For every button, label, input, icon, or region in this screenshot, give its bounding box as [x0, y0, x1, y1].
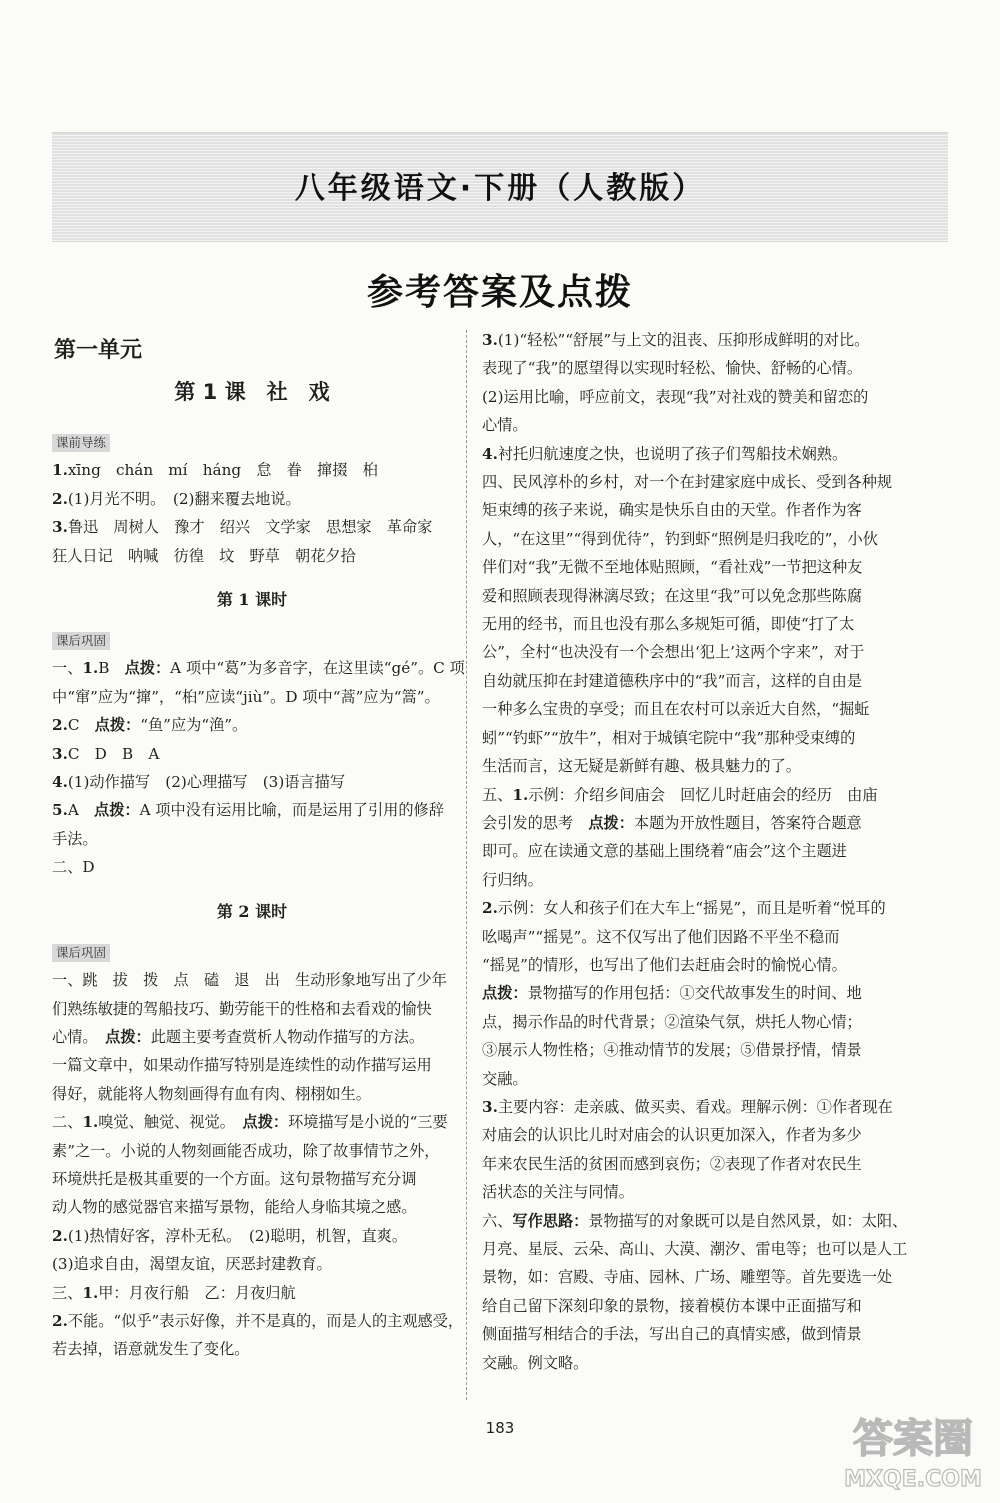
page-number: 183 [485, 1419, 515, 1437]
answer-line [482, 1292, 902, 1320]
answer-line [482, 383, 902, 411]
answer-line [482, 979, 902, 1007]
answer-line [482, 724, 902, 752]
answer-text: 得好，就能将人物刻画得有血有肉、栩栩如生。 [52, 1084, 371, 1103]
answer-line [482, 638, 902, 666]
answer-line [482, 894, 902, 922]
answer-line [52, 1250, 452, 1278]
answer-line [482, 1263, 902, 1291]
keyword: 点拨： [242, 1113, 289, 1132]
answer-line [482, 411, 902, 439]
answer-text: 示例：女人和孩子们在大车上“摇晃”，而且是听着“悦耳的 [497, 899, 886, 918]
right-column [482, 326, 908, 1377]
answer-line [482, 837, 902, 865]
item-number: 2. [52, 1226, 68, 1245]
answer-text: 衬托归航速度之快，也说明了孩子们驾船技术娴熟。 [497, 444, 848, 463]
answer-line [52, 768, 452, 796]
column-divider [466, 330, 467, 1400]
answer-text: 三、 [52, 1283, 83, 1302]
answer-text: 无用的经书，而且也没有那么多规矩可循，即使“打了太 [482, 615, 855, 634]
answer-line [482, 553, 902, 581]
item-number: 4. [482, 444, 498, 463]
answer-line [52, 513, 452, 541]
answer-text: 四、民风淳朴的乡村，对一个在封建家庭中成长、受到各种规 [482, 473, 893, 492]
lesson-heading: 第 1 课 社 戏 [174, 380, 330, 404]
answer-text: 鲁迅 周树人 豫才 绍兴 文学家 思想家 革命家 [67, 518, 433, 537]
answer-text: 甲：月夜行船 乙：月夜归航 [98, 1283, 296, 1302]
answer-text: 人，“在这里”“得到优待”，钓到虾“照例是归我吃的”，小伙 [482, 529, 878, 548]
section-tag: 课后巩固 [52, 632, 110, 650]
answer-text: 二、 [52, 1113, 83, 1132]
answer-text: 景物描写的作用包括：①交代故事发生的时间、地 [527, 984, 862, 1003]
item-number: 3. [52, 518, 68, 537]
answer-text: (1)动作描写 (2)心理描写 (3)语言描写 [67, 773, 346, 792]
answer-line [482, 695, 902, 723]
answer-text: A [67, 801, 95, 820]
answer-text: 心情。 [482, 416, 528, 435]
answer-text: 一、 [52, 659, 83, 678]
answer-line [52, 1165, 452, 1193]
answer-line [482, 781, 902, 809]
answer-line [482, 1008, 902, 1036]
answer-text: 一、跳 拔 拨 点 磕 退 出 生动形象地写出了少年 [52, 971, 447, 990]
answer-line [52, 1335, 452, 1363]
answer-line [482, 610, 902, 638]
answer-line [52, 1108, 452, 1136]
answer-text: 此题主要考查赏析人物动作描写的方法。 [150, 1027, 425, 1046]
answer-text: 素”之一。小说的人物刻画能否成功，除了故事情节之外， [52, 1141, 440, 1160]
answer-text: (1)月光不明。 (2)翻来覆去地说。 [67, 489, 301, 508]
item-number: 3. [482, 1097, 498, 1116]
answer-text: 五、 [482, 785, 513, 804]
item-number: 1. [82, 659, 99, 678]
item-number: 1. [82, 1283, 99, 1302]
answer-line [482, 1320, 902, 1348]
title-banner [52, 132, 948, 242]
answer-line [482, 1349, 902, 1377]
right-answers [482, 326, 908, 1377]
answer-line [52, 796, 452, 824]
answer-text: 生活而言，这无疑是新鲜有趣、极具魅力的了。 [482, 757, 801, 776]
book-title: 八年级语文·下册（人教版） [294, 171, 706, 206]
item-number: 3. [482, 331, 498, 349]
answer-line [482, 582, 902, 610]
keyword: 点拨： [94, 716, 141, 735]
answer-text: 若去掉，语意就发生了变化。 [52, 1340, 250, 1359]
answer-line [52, 711, 452, 739]
answer-text: 点，揭示作品的时代背景；②渲染气氛，烘托人物心情； [482, 1012, 862, 1031]
answer-text: 活状态的关注与同情。 [482, 1183, 634, 1202]
answer-line [482, 1207, 908, 1235]
answer-text: 中“窜”应为“撺”，“桕”应读“jiù”。D 项中“蒿”应为“篙”。 [52, 687, 440, 706]
item-number: 1. [52, 461, 68, 480]
answer-text: 矩束缚的孩子来说，确实是快乐自由的天堂。作者作为客 [482, 501, 862, 520]
watermark-url: MXQE.COM [844, 1467, 982, 1492]
answer-text: 嗅觉、触觉、视觉。 [98, 1113, 243, 1132]
answer-text: 表现了“我”的愿望得以实现时轻松、愉快、舒畅的心情。 [482, 359, 863, 378]
answer-line [482, 951, 902, 979]
answer-line [482, 1065, 902, 1093]
answer-text: 伴们对“我”无微不至地体贴照顾，“看社戏”一节把这种友 [482, 558, 863, 577]
session-heading: 第 1 课时 [216, 590, 288, 610]
answer-line [52, 1051, 452, 1079]
answer-line [52, 1023, 452, 1051]
section-tag: 课前导练 [52, 434, 110, 452]
answer-text: 即可。应在读通文意的基础上围绕着“庙会”这个主题进 [482, 842, 847, 861]
session2-answers [52, 966, 464, 1364]
answer-line [482, 440, 902, 468]
answer-text: 环境描写是小说的“三要 [288, 1113, 448, 1132]
answer-text: A 项中没有运用比喻，而是运用了引用的修辞 [139, 801, 444, 820]
answer-line [482, 1121, 902, 1149]
answer-line [482, 496, 902, 524]
answer-text: 交融。例文略。 [482, 1353, 589, 1372]
item-number: 1. [512, 785, 529, 804]
answer-text: 自幼就压抑在封建道德秩序中的“我”而言，这样的自由是 [482, 671, 863, 690]
item-number: 2. [52, 1311, 68, 1330]
answer-text: 一种多么宝贵的享受；而且在农村可以亲近大自然，“掘蚯 [482, 700, 870, 719]
answer-text: 吆喝声”“摇晃”。这不仅写出了他们因路不平坐不稳而 [482, 927, 840, 946]
answer-line [482, 752, 902, 780]
item-number: 2. [52, 716, 68, 735]
answer-line [482, 1093, 902, 1121]
answer-text: 环境烘托是极其重要的一个方面。这句景物描写充分调 [52, 1169, 417, 1188]
answer-line [52, 825, 452, 853]
pre-answers [52, 456, 452, 570]
answer-text: 景物，如：宫殿、寺庙、园林、广场、雕塑等。首先要选一处 [482, 1268, 893, 1287]
answer-line [52, 966, 452, 994]
answer-line [482, 1235, 908, 1263]
answer-line [52, 1193, 452, 1221]
keyword: 点拨： [588, 813, 634, 832]
answer-line [52, 1222, 452, 1250]
item-number: 1. [82, 1113, 99, 1132]
answer-line [52, 456, 452, 484]
section-tag: 课后巩固 [52, 944, 110, 962]
answer-line [482, 326, 902, 354]
answer-text: C [67, 716, 95, 735]
keyword: 点拨： [482, 984, 528, 1003]
answer-text: 们熟练敏捷的驾船技巧、勤劳能干的性格和去看戏的愉快 [52, 999, 432, 1018]
item-number: 2. [52, 489, 68, 508]
answer-line [52, 995, 452, 1023]
answer-text: 对庙会的认识比儿时对庙会的认识更加深入，作者为多少 [482, 1126, 862, 1145]
answer-text: 心情。 [52, 1027, 106, 1046]
left-column [52, 334, 465, 1364]
answer-text: 蚓”“钓虾”“放牛”，相对于城镇宅院中“我”那种受束缚的 [482, 728, 856, 747]
answer-text: 动人物的感觉器官来描写景物，能给人身临其境之感。 [52, 1198, 417, 1217]
answer-line [482, 923, 902, 951]
item-number: 5. [52, 801, 68, 820]
answer-line [52, 683, 452, 711]
keyword: 点拨： [124, 659, 171, 678]
answer-text: ③展示人物性格；④推动情节的发展；⑤借景抒情，情景 [482, 1041, 862, 1060]
answer-text: 月亮、星辰、云朵、高山、大漠、潮汐、雷电等；也可以是人工 [482, 1240, 908, 1258]
answer-text: 侧面描写相结合的手法，写出自己的真情实感，做到情景 [482, 1325, 862, 1344]
answer-line [52, 1307, 464, 1335]
answer-line [52, 853, 452, 881]
answer-line [52, 542, 452, 570]
answer-line [482, 1036, 902, 1064]
keyword: 点拨： [94, 801, 140, 820]
answer-line [482, 866, 902, 894]
answer-text: 交融。 [482, 1069, 528, 1088]
answer-text: xīng chán mí háng 怠 眷 撺掇 桕 [67, 461, 378, 480]
watermark-logo [838, 1402, 988, 1494]
answer-line [482, 354, 902, 382]
session1-answers [52, 654, 465, 881]
unit-heading: 第一单元 [54, 338, 143, 363]
answer-text: 会引发的思考 [482, 813, 589, 832]
answer-text: 六、 [482, 1211, 513, 1230]
answer-text: 给自己留下深刻印象的景物，接着模仿本课中正面描写和 [482, 1296, 862, 1315]
answer-text: 爱和照顾表现得淋漓尽致；在这里“我”可以免念那些陈腐 [482, 586, 863, 605]
answer-text: “鱼”应为“渔”。 [140, 716, 248, 735]
answer-line [52, 485, 452, 513]
answer-text: (3)追求自由，渴望友谊，厌恶封建教育。 [52, 1255, 332, 1274]
answer-text: 示例：介绍乡间庙会 回忆儿时赶庙会的经历 由庙 [528, 785, 878, 804]
answer-line [52, 1279, 452, 1307]
answer-text: (1)“轻松”“舒展”与上文的沮丧、压抑形成鲜明的对比。 [497, 331, 870, 349]
answer-text: 手法。 [52, 829, 98, 848]
answer-text: 年来农民生活的贫困而感到哀伤；②表现了作者对农民生 [482, 1154, 862, 1173]
answer-line [52, 740, 452, 768]
session-heading: 第 2 课时 [216, 901, 288, 921]
answer-text: 本题为开放性题目，答案符合题意 [633, 813, 862, 832]
watermark-text: 答案圈 [853, 1416, 973, 1462]
answer-line [482, 1178, 902, 1206]
answer-text: C D B A [67, 744, 160, 763]
answer-text: 主要内容：走亲戚、做买卖、看戏。理解示例：①作者现在 [497, 1097, 893, 1116]
answer-line [52, 1137, 452, 1165]
item-number: 2. [482, 899, 498, 918]
answer-text: 行归纳。 [482, 870, 543, 889]
answer-line [482, 525, 902, 553]
item-number: 4. [52, 773, 68, 792]
answer-line [52, 1080, 452, 1108]
answer-line [482, 667, 902, 695]
answer-text: 景物描写的对象既可以是自然风景，如：太阳、 [588, 1211, 908, 1230]
answer-text: B [98, 659, 125, 678]
keyword: 点拨： [105, 1027, 151, 1046]
answer-line [52, 654, 465, 682]
item-number: 3. [52, 744, 68, 763]
answer-text: 一篇文章中，如果动作描写特别是连续性的动作描写运用 [52, 1056, 432, 1075]
answer-text: (2)运用比喻，呼应前文，表现“我”对社戏的赞美和留恋的 [482, 387, 869, 406]
answer-text: (1)热情好客，淳朴无私。 (2)聪明，机智，直爽。 [67, 1226, 408, 1245]
answer-text: A 项中“葛”为多音字，在这里读“gé”。C 项 [170, 659, 465, 678]
answer-text: 公”，全村“也决没有一个会想出‘犯上’这两个字来”，对于 [482, 643, 865, 662]
answer-line [482, 809, 902, 837]
answer-text: 不能。“似乎”表示好像，并不是真的，而是人的主观感受， [67, 1311, 464, 1330]
answer-text: 狂人日记 呐喊 彷徨 坟 野草 朝花夕拾 [52, 546, 356, 565]
answer-text: 二、D [52, 858, 95, 877]
answer-text: “摇晃”的情形，也写出了他们去赶庙会时的愉悦心情。 [482, 955, 847, 974]
answer-line [482, 468, 902, 496]
keyword: 写作思路： [512, 1211, 589, 1230]
page-title: 参考答案及点拨 [366, 272, 633, 313]
answer-line [482, 1150, 902, 1178]
